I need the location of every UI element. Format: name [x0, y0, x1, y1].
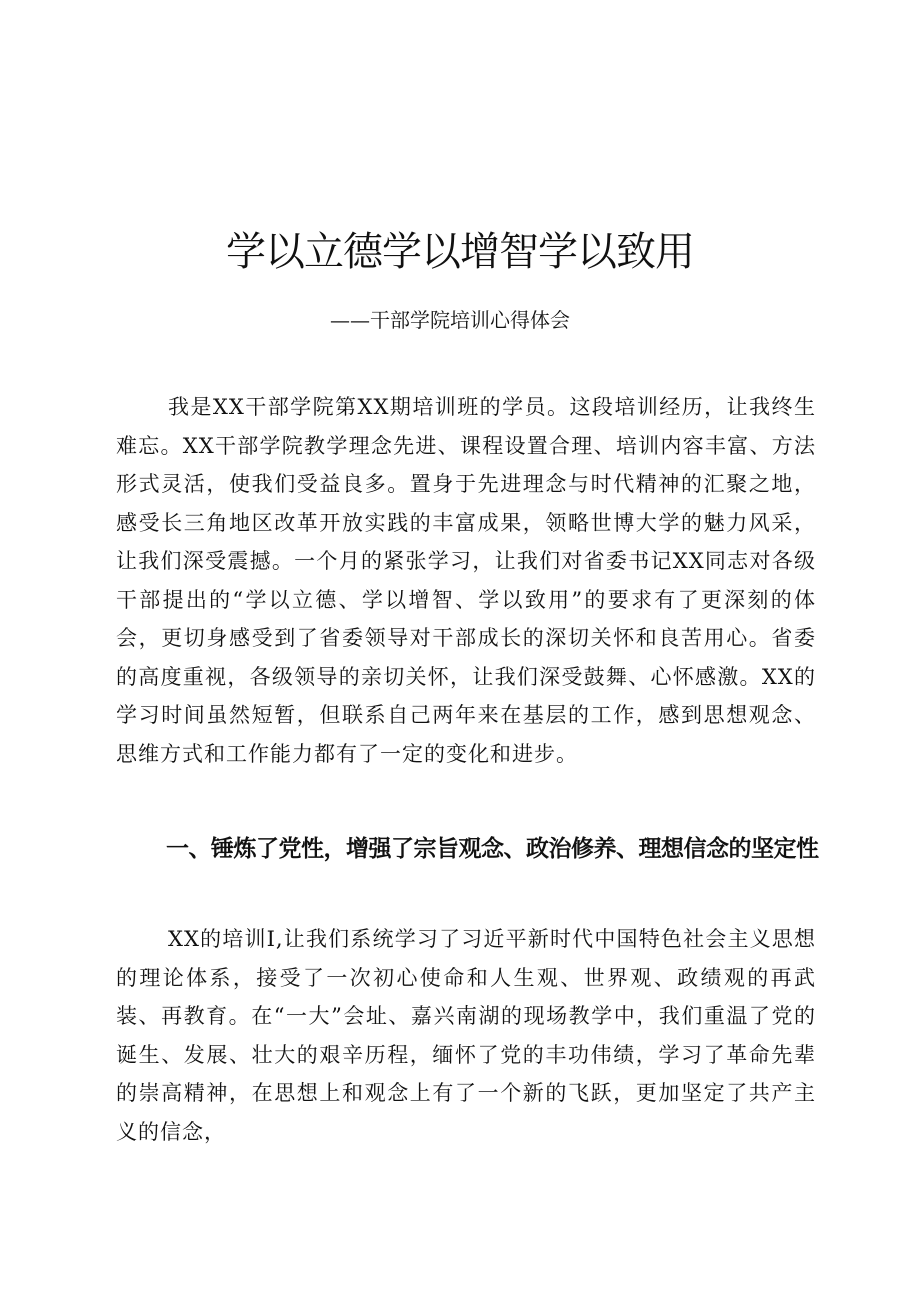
section-heading-1: 一、锤炼了党性，增强了宗旨观念、政治修养、理想信念的坚定性: [166, 836, 819, 862]
document-title: 学以立德学以增智学以致用: [226, 229, 694, 275]
body-paragraph-2: XX的培训I,让我们系统学习了习近平新时代中国特色社会主义思想的理论体系，接受了一次初心使命和人生观、世界观、政绩观的再武装、再教育。在“一大”会址、嘉兴南湖的现场教学中，我们重温了党的诞生、发展、壮大的艰辛历程，缅怀了党的丰功伟绩，学习了革命先辈的崇高精神，在思想上和观念上有了一个新的飞跃，更加坚定了共产主义的信念，: [116, 927, 816, 1144]
document-subtitle: ——干部学院培训心得体会: [330, 308, 570, 332]
body-paragraph-1: 我是XX干部学院第XX期培训班的学员。这段培训经历，让我终生难忘。XX干部学院教学理念先进、课程设置合理、培训内容丰富、方法形式灵活，使我们受益良多。置身于先进理念与时代精神的汇聚之地，感受长三角地区改革开放实践的丰富成果，领略世博大学的魅力风采，让我们深受震撼。一个月的紧张学习，让我们对省委书记XX同志对各级干部提出的“学以立德、学以增智、学以致用”的要求有了更深刻的体会，更切身感受到了省委领导对干部成长的深切关怀和良苦用心。省委的高度重视，各级领导的亲切关怀，让我们深受鼓舞、心怀感激。XX的学习时间虽然短暂，但联系自己两年来在基层的工作，感到思想观念、思维方式和工作能力都有了一定的变化和进步。: [116, 395, 816, 766]
